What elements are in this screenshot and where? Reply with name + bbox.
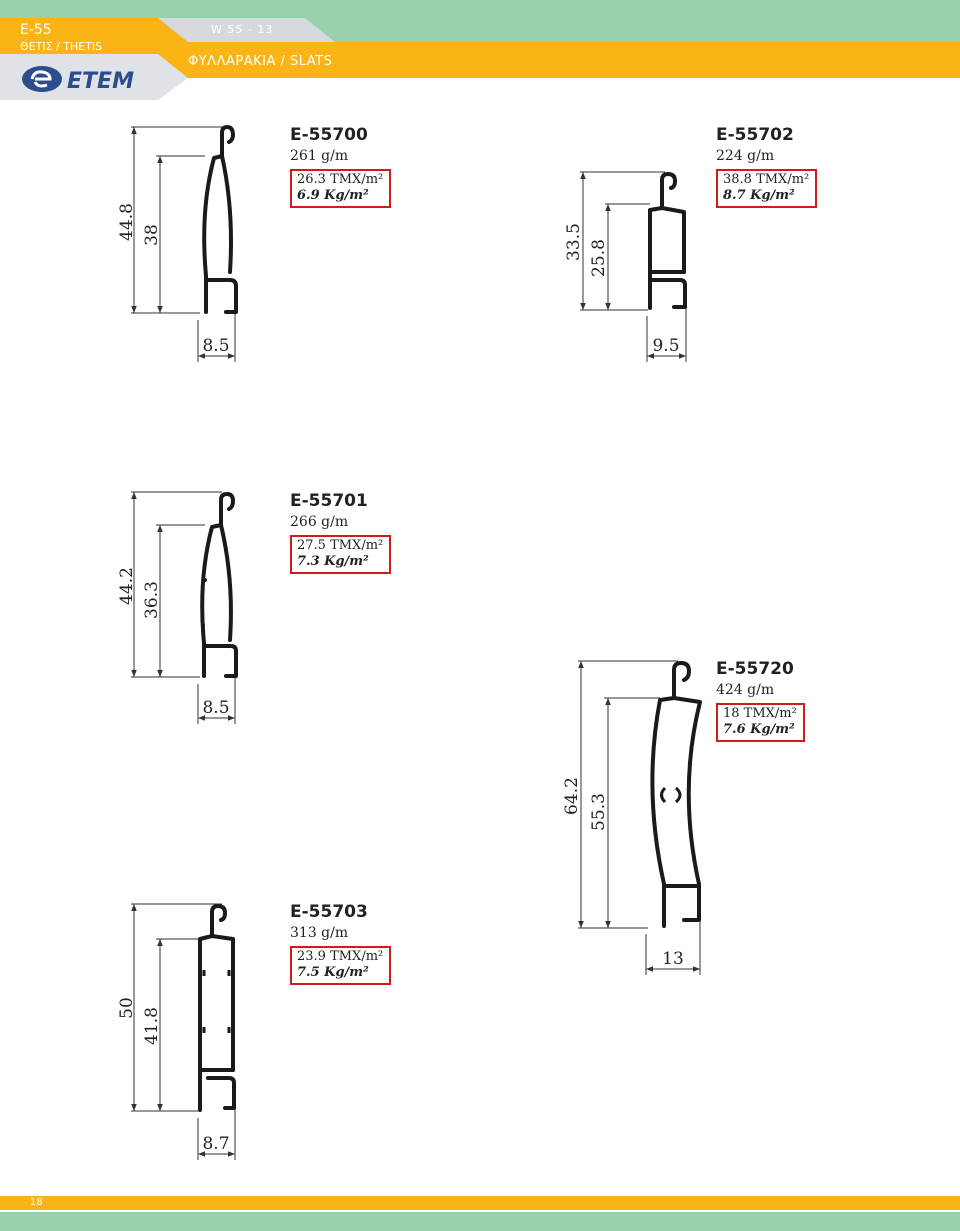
series-code: E-55: [20, 22, 52, 38]
spec-tmx: 27.5 TMX/m²: [297, 538, 384, 553]
profile-e55700-shape: [204, 127, 236, 312]
spec-kg: 7.6 Kg/m²: [723, 722, 795, 737]
dim-pitch: 55.3: [589, 793, 609, 831]
spec-kg: 7.5 Kg/m²: [297, 965, 369, 980]
dim-pitch: 25.8: [589, 239, 609, 277]
logo-wordmark: ETEM: [67, 69, 134, 94]
profile-e55702-shape: [650, 174, 685, 308]
dim-thickness: 8.7: [202, 1134, 230, 1154]
profile-e55703-notches: [204, 970, 229, 1033]
profile-e55701-shape: [202, 494, 236, 676]
profile-e55720-clip: [662, 788, 681, 802]
dim-total-height: 44.8: [117, 203, 137, 241]
profile-e55701-notch: [201, 623, 205, 627]
spec-kg: 6.9 Kg/m²: [297, 188, 369, 203]
dim-pitch: 36.3: [142, 581, 162, 619]
series-name: ΘΕΤΙΣ / THETIS: [20, 40, 103, 53]
product-weight: 313 g/m: [290, 925, 349, 941]
product-weight: 224 g/m: [716, 148, 775, 164]
drawing-code: W 55 - 13: [211, 23, 274, 36]
spec-tmx: 26.3 TMX/m²: [297, 172, 384, 187]
product-weight: 261 g/m: [290, 148, 349, 164]
product-code: E-55701: [290, 491, 368, 511]
spec-kg: 7.3 Kg/m²: [297, 554, 369, 569]
profile-e55701-notch: [203, 578, 207, 582]
dim-total-height: 64.2: [562, 777, 582, 815]
dim-pitch: 41.8: [142, 1007, 162, 1045]
dim-total-height: 33.5: [564, 223, 584, 261]
dim-thickness: 13: [662, 949, 684, 969]
dim-total-height: 44.2: [117, 567, 137, 605]
spec-tmx: 18 TMX/m²: [723, 706, 797, 721]
product-code: E-55720: [716, 659, 794, 679]
profile-e55703-shape: [200, 906, 234, 1110]
spec-kg: 8.7 Kg/m²: [723, 188, 795, 203]
product-code: E-55702: [716, 125, 794, 145]
dim-thickness: 9.5: [652, 336, 680, 356]
spec-tmx: 38.8 TMX/m²: [723, 172, 810, 187]
dim-pitch: 38: [142, 224, 162, 246]
footer-band: [0, 1196, 960, 1210]
product-code: E-55703: [290, 902, 368, 922]
product-code: E-55700: [290, 125, 368, 145]
product-weight: 266 g/m: [290, 514, 349, 530]
spec-tmx: 23.9 TMX/m²: [297, 949, 384, 964]
profile-e55720-shape: [652, 663, 700, 926]
page-number: 18: [30, 1197, 43, 1208]
section-title: ΦΥΛΛΑΡΑΚΙΑ / SLATS: [188, 54, 333, 69]
dim-thickness: 8.5: [202, 336, 230, 356]
footer-bottom-band: [0, 1212, 960, 1231]
product-weight: 424 g/m: [716, 682, 775, 698]
dim-total-height: 50: [117, 997, 137, 1019]
dim-thickness: 8.5: [202, 698, 230, 718]
